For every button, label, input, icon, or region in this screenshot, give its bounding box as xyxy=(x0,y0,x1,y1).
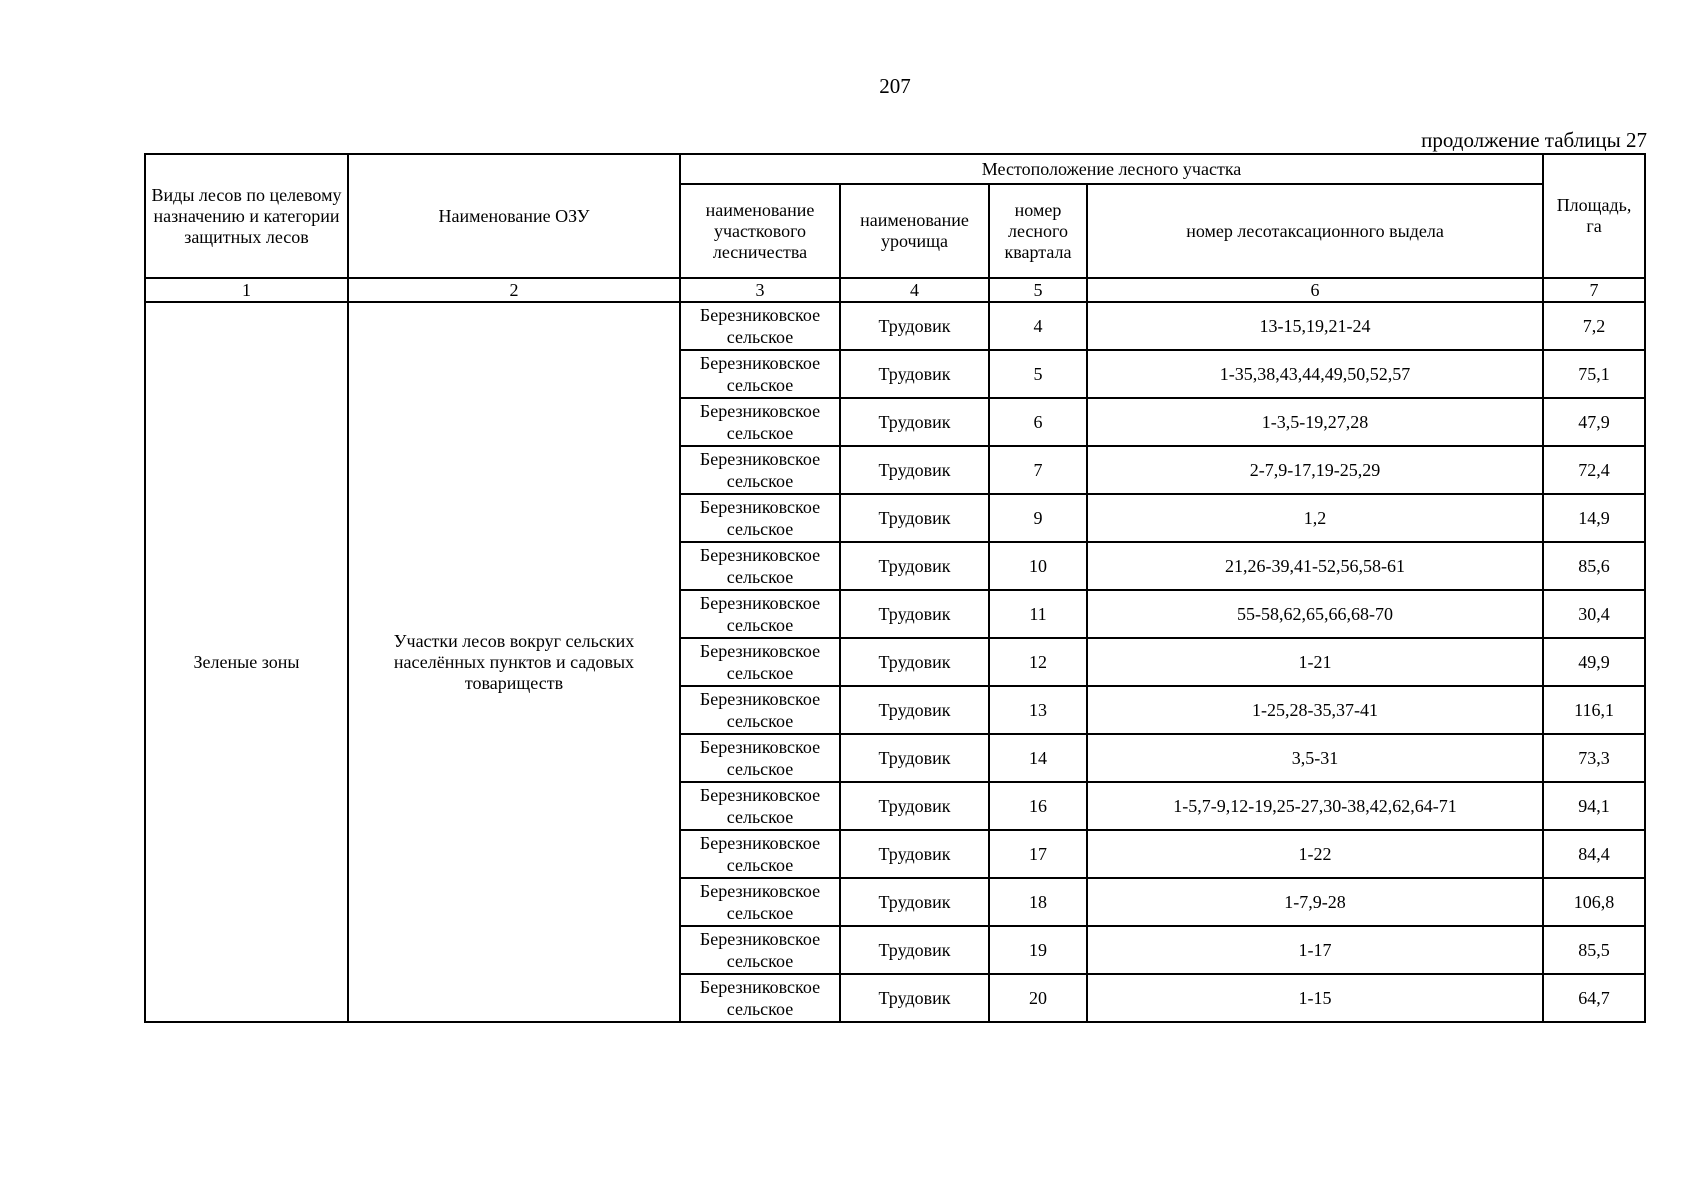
plots-cell: 21,26-39,41-52,56,58-61 xyxy=(1087,542,1543,590)
header-plots: номер лесотаксационного выдела xyxy=(1087,184,1543,278)
forestry-cell: Березниковское сельское xyxy=(680,302,840,350)
tract-cell: Трудовик xyxy=(840,926,989,974)
quarter-cell: 6 xyxy=(989,398,1087,446)
ozu-name-cell: Участки лесов вокруг сельских населённых пунктов и садовых товариществ xyxy=(348,302,680,1022)
tract-cell: Трудовик xyxy=(840,974,989,1022)
area-cell: 72,4 xyxy=(1543,446,1645,494)
quarter-cell: 17 xyxy=(989,830,1087,878)
plots-cell: 2-7,9-17,19-25,29 xyxy=(1087,446,1543,494)
plots-cell: 55-58,62,65,66,68-70 xyxy=(1087,590,1543,638)
table-row xyxy=(145,302,1645,350)
header-forestry: наименование участкового лесничества xyxy=(680,184,840,278)
area-cell: 14,9 xyxy=(1543,494,1645,542)
area-cell: 94,1 xyxy=(1543,782,1645,830)
quarter-cell: 5 xyxy=(989,350,1087,398)
column-number: 7 xyxy=(1543,278,1645,302)
quarter-cell: 12 xyxy=(989,638,1087,686)
forestry-cell: Березниковское сельское xyxy=(680,446,840,494)
quarter-cell: 7 xyxy=(989,446,1087,494)
quarter-cell: 9 xyxy=(989,494,1087,542)
quarter-cell: 19 xyxy=(989,926,1087,974)
area-cell: 84,4 xyxy=(1543,830,1645,878)
tract-cell: Трудовик xyxy=(840,302,989,350)
plots-cell: 1-21 xyxy=(1087,638,1543,686)
area-cell: 30,4 xyxy=(1543,590,1645,638)
forestry-cell: Березниковское сельское xyxy=(680,590,840,638)
header-area: Площадь, га xyxy=(1543,154,1645,278)
quarter-cell: 16 xyxy=(989,782,1087,830)
forestry-cell: Березниковское сельское xyxy=(680,974,840,1022)
area-cell: 116,1 xyxy=(1543,686,1645,734)
plots-cell: 1,2 xyxy=(1087,494,1543,542)
plots-cell: 1-3,5-19,27,28 xyxy=(1087,398,1543,446)
header-quarter: номер лесного квартала xyxy=(989,184,1087,278)
column-number: 1 xyxy=(145,278,348,302)
tract-cell: Трудовик xyxy=(840,686,989,734)
header-ozu-name: Наименование ОЗУ xyxy=(348,154,680,278)
page-number: 207 xyxy=(879,74,911,98)
area-cell: 106,8 xyxy=(1543,878,1645,926)
column-number: 5 xyxy=(989,278,1087,302)
area-cell: 85,5 xyxy=(1543,926,1645,974)
column-number-row xyxy=(145,278,1645,302)
area-cell: 73,3 xyxy=(1543,734,1645,782)
area-cell: 49,9 xyxy=(1543,638,1645,686)
tract-cell: Трудовик xyxy=(840,830,989,878)
tract-cell: Трудовик xyxy=(840,782,989,830)
plots-cell: 1-35,38,43,44,49,50,52,57 xyxy=(1087,350,1543,398)
tract-cell: Трудовик xyxy=(840,494,989,542)
header-location-group: Местоположение лесного участка xyxy=(680,154,1543,184)
tract-cell: Трудовик xyxy=(840,542,989,590)
header-tract: наименование урочища xyxy=(840,184,989,278)
header-forest-type: Виды лесов по целевому назначению и категории защитных лесов xyxy=(145,154,348,278)
area-cell: 7,2 xyxy=(1543,302,1645,350)
forestry-cell: Березниковское сельское xyxy=(680,638,840,686)
forestry-cell: Березниковское сельское xyxy=(680,494,840,542)
area-cell: 75,1 xyxy=(1543,350,1645,398)
forestry-cell: Березниковское сельское xyxy=(680,830,840,878)
quarter-cell: 4 xyxy=(989,302,1087,350)
forestry-cell: Березниковское сельское xyxy=(680,878,840,926)
tract-cell: Трудовик xyxy=(840,398,989,446)
forestry-cell: Березниковское сельское xyxy=(680,350,840,398)
forestry-cell: Березниковское сельское xyxy=(680,686,840,734)
quarter-cell: 13 xyxy=(989,686,1087,734)
plots-cell: 1-5,7-9,12-19,25-27,30-38,42,62,64-71 xyxy=(1087,782,1543,830)
tract-cell: Трудовик xyxy=(840,350,989,398)
forestry-cell: Березниковское сельское xyxy=(680,734,840,782)
tract-cell: Трудовик xyxy=(840,638,989,686)
tract-cell: Трудовик xyxy=(840,878,989,926)
column-number: 3 xyxy=(680,278,840,302)
plots-cell: 1-25,28-35,37-41 xyxy=(1087,686,1543,734)
column-number: 2 xyxy=(348,278,680,302)
forestry-cell: Березниковское сельское xyxy=(680,926,840,974)
quarter-cell: 10 xyxy=(989,542,1087,590)
plots-cell: 1-15 xyxy=(1087,974,1543,1022)
forestry-cell: Березниковское сельское xyxy=(680,542,840,590)
tract-cell: Трудовик xyxy=(840,446,989,494)
tract-cell: Трудовик xyxy=(840,734,989,782)
area-cell: 47,9 xyxy=(1543,398,1645,446)
forestry-cell: Березниковское сельское xyxy=(680,398,840,446)
quarter-cell: 20 xyxy=(989,974,1087,1022)
plots-cell: 1-7,9-28 xyxy=(1087,878,1543,926)
area-cell: 85,6 xyxy=(1543,542,1645,590)
quarter-cell: 14 xyxy=(989,734,1087,782)
forestry-cell: Березниковское сельское xyxy=(680,782,840,830)
column-number: 4 xyxy=(840,278,989,302)
tract-cell: Трудовик xyxy=(840,590,989,638)
area-cell: 64,7 xyxy=(1543,974,1645,1022)
quarter-cell: 11 xyxy=(989,590,1087,638)
forest-table xyxy=(144,153,1646,1023)
plots-cell: 1-17 xyxy=(1087,926,1543,974)
plots-cell: 3,5-31 xyxy=(1087,734,1543,782)
quarter-cell: 18 xyxy=(989,878,1087,926)
forest-type-cell: Зеленые зоны xyxy=(145,302,348,1022)
plots-cell: 13-15,19,21-24 xyxy=(1087,302,1543,350)
table-caption: продолжение таблицы 27 xyxy=(1421,128,1647,152)
column-number: 6 xyxy=(1087,278,1543,302)
plots-cell: 1-22 xyxy=(1087,830,1543,878)
